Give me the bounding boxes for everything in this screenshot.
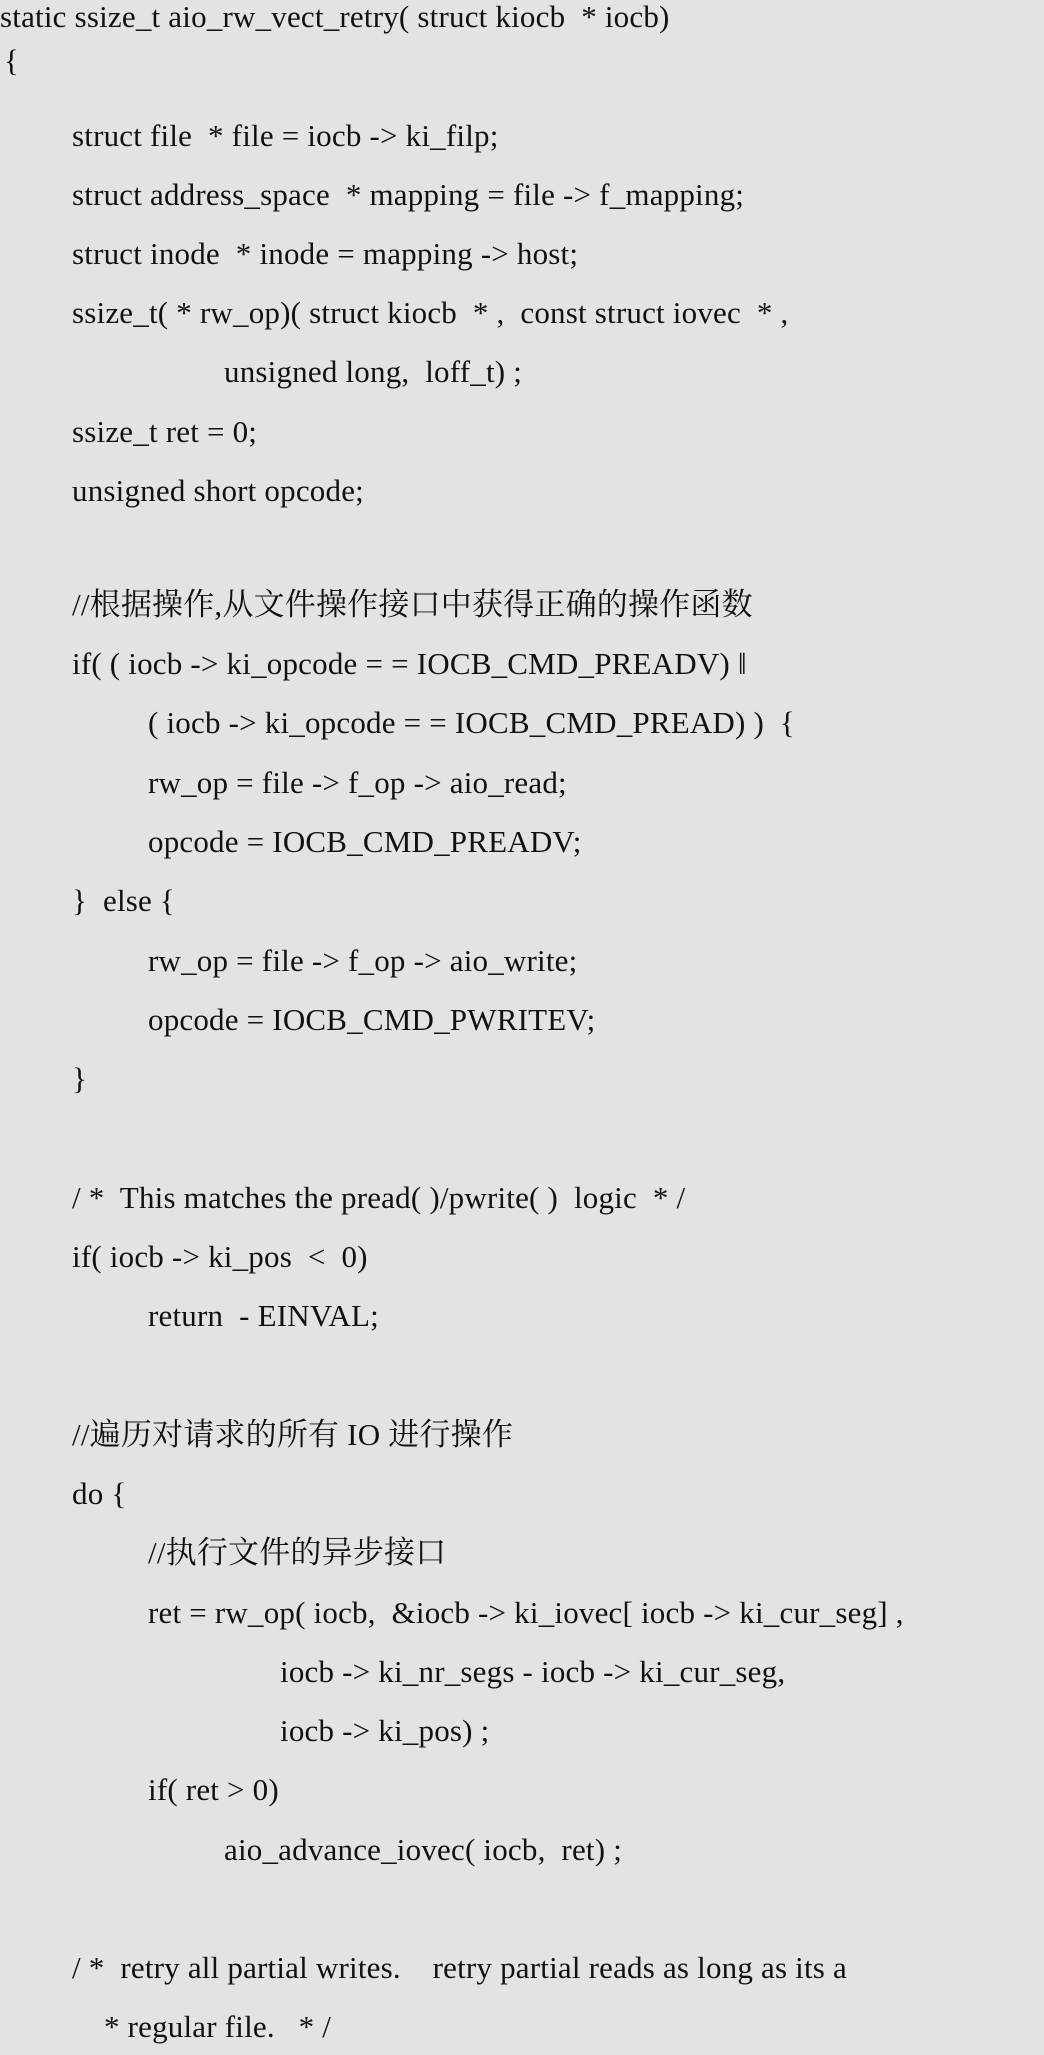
code-line: struct file * file = iocb -> ki_filp; — [72, 118, 499, 153]
code-line: struct address_space * mapping = file -> f_mapping; — [72, 177, 745, 212]
code-line: rw_op = file -> f_op -> aio_read; — [148, 765, 567, 800]
code-line: rw_op = file -> f_op -> aio_write; — [148, 943, 578, 978]
code-line: ( iocb -> ki_opcode = = IOCB_CMD_PREAD) ) { — [148, 705, 795, 740]
code-line: opcode = IOCB_CMD_PREADV; — [148, 824, 582, 859]
code-comment: //根据操作,从文件操作接口中获得正确的操作函数 — [72, 587, 753, 622]
code-line: iocb -> ki_pos) ; — [280, 1713, 490, 1748]
code-line: opcode = IOCB_CMD_PWRITEV; — [148, 1002, 596, 1037]
code-line: if( iocb -> ki_pos < 0) — [72, 1239, 368, 1274]
code-comment: * regular file. * / — [96, 2009, 332, 2044]
code-line: do { — [72, 1476, 127, 1511]
code-comment: //遍历对请求的所有 IO 进行操作 — [72, 1417, 514, 1452]
code-line: ret = rw_op( iocb, &iocb -> ki_iovec[ iocb -> ki_cur_seg] , — [148, 1595, 904, 1630]
code-line: unsigned long, loff_t) ; — [224, 354, 523, 389]
code-comment: //执行文件的异步接口 — [148, 1535, 447, 1570]
code-line: static ssize_t aio_rw_vect_retry( struct kiocb * iocb) — [0, 0, 670, 34]
code-comment: / * This matches the pread( )/pwrite( ) logic * / — [72, 1180, 686, 1215]
code-line: ssize_t ret = 0; — [72, 414, 258, 449]
code-line: } — [72, 1061, 88, 1096]
code-comment: / * retry all partial writes. retry partial reads as long as its a — [72, 1950, 847, 1985]
code-line: struct inode * inode = mapping -> host; — [72, 236, 579, 271]
code-line: iocb -> ki_nr_segs - iocb -> ki_cur_seg, — [280, 1654, 786, 1689]
code-line: ssize_t( * rw_op)( struct kiocb * , const struct iovec * , — [72, 295, 789, 330]
code-line: return - EINVAL; — [148, 1298, 379, 1333]
code-line: aio_advance_iovec( iocb, ret) ; — [224, 1832, 623, 1867]
code-line: unsigned short opcode; — [72, 473, 364, 508]
code-line: if( ( iocb -> ki_opcode = = IOCB_CMD_PREADV) ‖ — [72, 646, 747, 681]
code-line: { — [4, 43, 20, 78]
code-line: } else { — [72, 883, 176, 918]
code-line: if( ret > 0) — [148, 1772, 279, 1807]
